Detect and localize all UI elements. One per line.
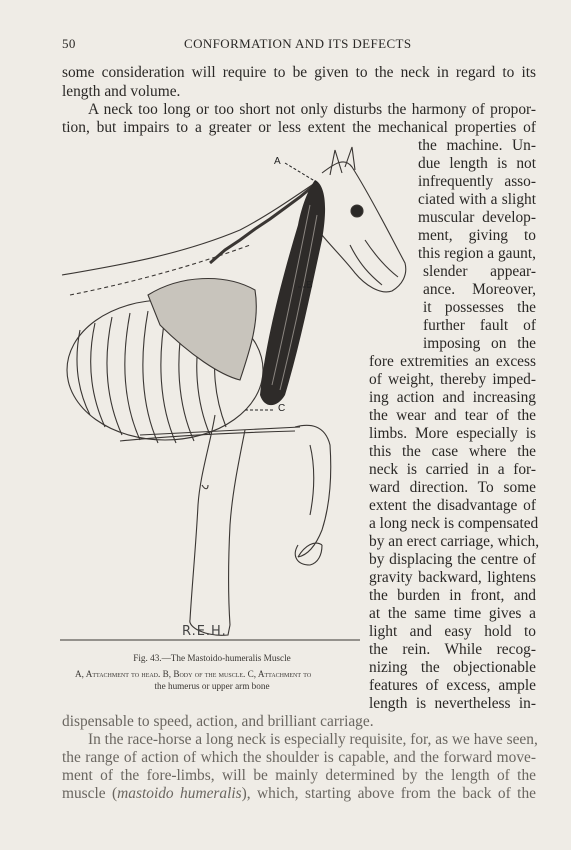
text-line: ing action and increasing <box>369 389 536 406</box>
label-a: A <box>274 156 281 167</box>
text-line: by displacing the centre of <box>369 551 536 568</box>
text-line: ciated with a slight <box>418 191 536 208</box>
text-line: neck is carried in a for- <box>369 461 536 478</box>
text-line: fore extremities an excess <box>369 353 536 370</box>
horse-anatomy-illustration <box>60 145 410 650</box>
text-line: gravity backward, lightens <box>369 569 536 586</box>
text-line: further fault of <box>423 317 536 334</box>
label-c: C <box>278 403 286 414</box>
text-line: ward direction. To some <box>369 479 536 496</box>
text-line: of weight, thereby imped- <box>369 371 536 388</box>
horse-skeleton-drawing <box>60 145 410 650</box>
text-line: infrequently asso- <box>418 173 536 190</box>
text-line: features of excess, ample <box>369 677 536 694</box>
text-line: In the race-horse a long neck is especially requisite, for, as we have seen, <box>88 731 538 748</box>
text-line: the wear and tear of the <box>369 407 536 424</box>
figure-caption-legend: A, Attachment to head. B, Body of the muscle. C, Attachment to <box>75 669 312 679</box>
text-line: the burden in front, and <box>369 587 536 604</box>
text-line: ment of the fore-limbs, will be mainly determined by the length of the <box>62 767 536 784</box>
label-b: B <box>306 280 313 291</box>
text-line: ance. Moreover, <box>423 281 536 298</box>
text-line: imposing on the <box>423 335 536 352</box>
text-line: a long neck is compensated <box>369 515 539 532</box>
text-line: length is nevertheless in- <box>369 695 536 712</box>
text-line: A neck too long or too short not only disturbs the harmony of propor- <box>88 101 536 118</box>
running-header <box>62 36 538 56</box>
text-line: due length is not <box>418 155 536 172</box>
text-line: length and volume. <box>62 83 181 100</box>
figure-caption-title: Fig. 43.—The Mastoido-humeralis Muscle <box>133 653 291 663</box>
text-line: light and easy hold to <box>369 623 536 640</box>
text-line: slender appear- <box>423 263 536 280</box>
text-fragment: muscle ( <box>62 785 118 802</box>
text-line: the rein. While recog- <box>369 641 536 658</box>
text-line: tion, but impairs to a greater or less extent the mechanical properties of <box>62 119 536 136</box>
text-line: the machine. Un- <box>418 137 536 154</box>
artist-signature: R.E.H. <box>182 624 227 639</box>
text-line: by an erect carriage, which, <box>369 533 540 550</box>
text-line: at the same time gives a <box>369 605 536 622</box>
text-line: it possesses the <box>423 299 536 316</box>
text-line: the range of action of which the shoulder is capable, and the forward move- <box>62 749 536 766</box>
page-number: 50 <box>62 36 76 51</box>
text-line: muscular develop- <box>418 209 536 226</box>
text-line: nizing the objectionable <box>369 659 536 676</box>
text-line: this region a gaunt, <box>418 245 536 262</box>
text-line: ment, giving to <box>418 227 536 244</box>
running-title: CONFORMATION AND ITS DEFECTS <box>184 36 412 51</box>
text-line: this the case where the <box>369 443 536 460</box>
text-line-last <box>62 785 536 803</box>
latin-muscle-name: mastoido humeralis <box>117 785 242 802</box>
text-line: extent the disadvantage of <box>369 497 536 514</box>
text-fragment: ), which, starting above from the back of the <box>241 785 536 802</box>
text-line: dispensable to speed, action, and brilliant carriage. <box>62 713 374 730</box>
text-line: limbs. More especially is <box>369 425 536 442</box>
figure-caption-legend-cont: the humerus or upper arm bone <box>154 681 270 691</box>
text-line: some consideration will require to be given to the neck in regard to its <box>62 64 536 81</box>
